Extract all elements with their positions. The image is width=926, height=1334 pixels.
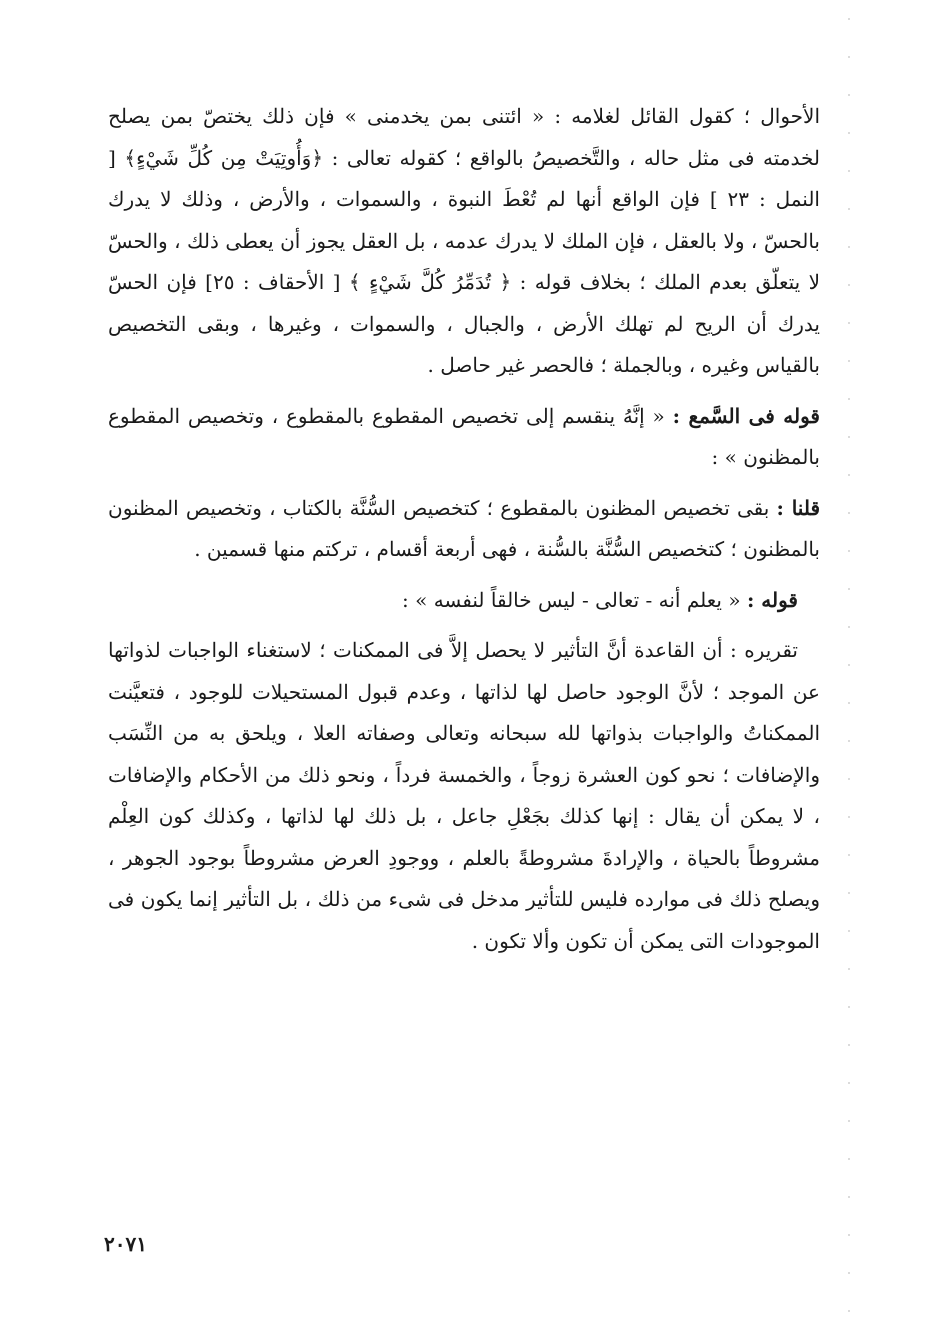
paragraph-2-lead: قوله فى السَّمع : — [672, 403, 820, 428]
page-number: ٢٠٧١ — [104, 1232, 147, 1256]
paragraph-2-text: « إنَّهُ ينقسم إلى تخصيص المقطوع بالمقطوع ، وتخصيص المقطوع بالمظنون » : — [108, 403, 820, 469]
paragraph-4-text: « يعلم أنه - تعالى - ليس خالقاً لنفسه » : — [402, 587, 741, 612]
margin-dotted-line — [848, 0, 850, 1334]
paragraph-1 — [108, 96, 820, 387]
paragraph-4 — [108, 580, 820, 622]
page-body — [108, 96, 820, 962]
paragraph-4-lead: قوله : — [746, 587, 798, 612]
paragraph-5-text: تقريره : أن القاعدة أنَّ التأثير لا يحصل إلاَّ فى الممكنات ؛ لاستغناء الواجبات لذواتها عن الموجد ؛ لأنَّ الوجود حاصل لها لذاتها ، وعدم قبول المستحيلات للوجود ، فتعيَّنت الممكناتُ والواجبات بذواتها لله سبحانه وتعالى وصفاته العلا ، ويلحق به من النِّسَب والإضافات ؛ نحو كون العشرة زوجاً ، والخمسة فرداً ، ونحو ذلك من الأحكام والإضافات ، لا يمكن أن يقال : إنها كذلك بجَعْلِ جاعل ، بل ذلك لها لذاتها ، وكذلك كون العِلْم مشروطاً بالحياة ، والإرادةَ مشروطةً بالعلم ، ووجودِ العرض مشروطاً بوجود الجوهر ، ويصلح ذلك فى موارده فليس للتأثير مدخل فى شىء من ذلك ، بل التأثير إنما يكون فى الموجودات التى يمكن أن تكون وألا تكون . — [108, 638, 820, 953]
paragraph-3 — [108, 488, 820, 571]
paragraph-2 — [108, 396, 820, 479]
paragraph-1-text: الأحوال ؛ كقول القائل لغلامه : « ائتنى بمن يخدمنى » فإن ذلك يختصّ بمن يصلح لخدمته فى مثل حاله ، والتَّخصيصُ بالواقع ؛ كقوله تعالى : ﴿وَأُوتِيَتْ مِن كُلِّ شَيْءٍ﴾ [ النمل : ٢٣ ] فإن الواقع أنها لم تُعْطَ النبوة ، والسموات ، والأرض ، وذلك لا يدرك بالحسّ ، ولا بالعقل ، فإن الملك لا يدرك عدمه ، بل العقل يجوز أن يعطى ذلك ، والحسّ لا يتعلّق بعدم الملك ؛ بخلاف قوله : ﴿ تُدَمِّرُ كُلَّ شَيْءٍ ﴾ [ الأحقاف : ٢٥] فإن الحسّ يدرك أن الريح لم تهلك الأرض ، والجبال ، والسموات ، وغيرها ، وبقى التخصيص بالقياس وغيره ، وبالجملة ؛ فالحصر غير حاصل . — [108, 104, 821, 377]
paragraph-3-text: بقى تخصيص المظنون بالمقطوع ؛ كتخصيص السُّنَّة بالكتاب ، وتخصيص المظنون بالمظنون ؛ كتخصيص السُّنَّة بالسُّنة ، فهى أربعة أقسام ، تركتم منها قسمين . — [108, 495, 820, 561]
paragraph-3-lead: قلنا : — [776, 495, 821, 520]
paragraph-5 — [108, 630, 820, 962]
